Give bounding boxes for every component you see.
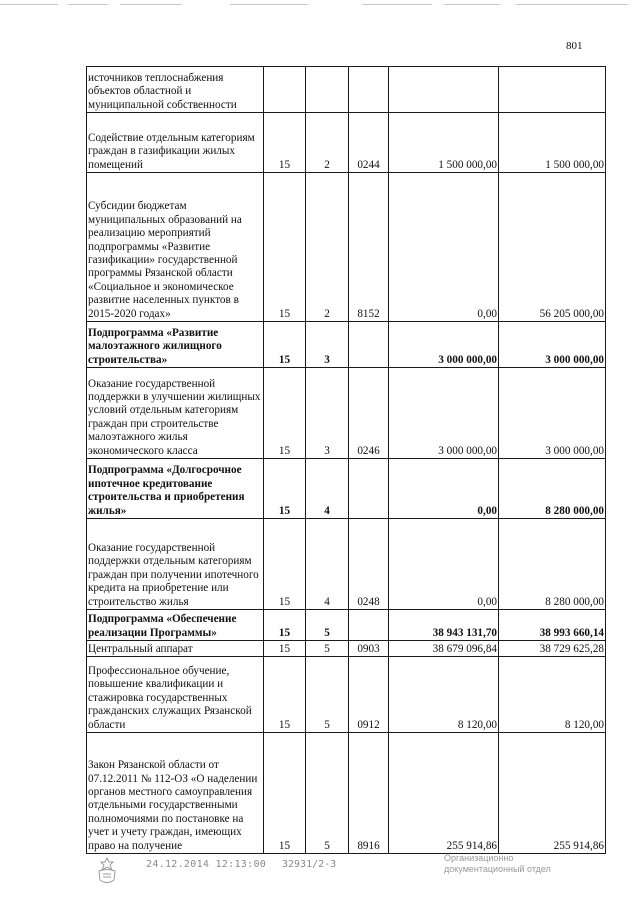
row-code-a: 15: [264, 519, 306, 610]
table-row: [87, 519, 606, 610]
row-value-2: 38 993 660,14: [499, 610, 606, 641]
row-code-a: 15: [264, 641, 306, 657]
row-code-c: [349, 610, 389, 641]
row-value-1: 1 500 000,00: [389, 113, 499, 173]
row-value-2: 1 500 000,00: [499, 113, 606, 173]
row-value-1: 0,00: [389, 519, 499, 610]
row-code-a: 15: [264, 733, 306, 854]
footer-org-line2: документационный отдел: [444, 864, 551, 874]
table-row-subprogram: [87, 459, 606, 519]
row-code-a: 15: [264, 657, 306, 733]
row-value-2: 8 280 000,00: [499, 519, 606, 610]
row-code-c: 8916: [349, 733, 389, 854]
footer-org-line1: Организационно: [444, 853, 514, 863]
row-code-c: 0246: [349, 368, 389, 459]
row-code-a: 15: [264, 368, 306, 459]
row-value-1: 0,00: [389, 173, 499, 322]
row-code-c: 0248: [349, 519, 389, 610]
top-scan-edge: [0, 4, 640, 8]
row-value-2: 255 914,86: [499, 733, 606, 854]
row-code-b: 5: [306, 610, 349, 641]
table-row: [87, 641, 606, 657]
row-code-b: 5: [306, 733, 349, 854]
row-value-1: 3 000 000,00: [389, 322, 499, 368]
row-value-1: [389, 67, 499, 113]
row-code-c: [349, 322, 389, 368]
row-code-b: 5: [306, 657, 349, 733]
row-name: Подпрограмма «Развитие малоэтажного жилищного строительства»: [87, 322, 264, 368]
table-row-subprogram: [87, 322, 606, 368]
footer-timestamp: 24.12.2014 12:13:00: [146, 859, 267, 870]
row-code-b: 4: [306, 519, 349, 610]
row-code-b: 4: [306, 459, 349, 519]
row-value-2: 3 000 000,00: [499, 368, 606, 459]
row-code-a: [264, 67, 306, 113]
row-value-2: [499, 67, 606, 113]
row-code-c: 0912: [349, 657, 389, 733]
row-value-2: 8 120,00: [499, 657, 606, 733]
row-code-b: 2: [306, 113, 349, 173]
row-name: Подпрограмма «Обеспечение реализации Программы»: [87, 610, 264, 641]
row-value-1: 255 914,86: [389, 733, 499, 854]
budget-table: [86, 66, 606, 854]
row-code-a: 15: [264, 610, 306, 641]
row-value-1: 8 120,00: [389, 657, 499, 733]
page-number: 801: [566, 40, 583, 52]
row-value-1: 38 679 096,84: [389, 641, 499, 657]
table-row-subprogram: [87, 610, 606, 641]
row-name: Центральный аппарат: [87, 641, 264, 657]
row-name: Содействие отдельным категориям граждан в газификации жилых помещений: [87, 113, 264, 173]
row-code-a: 15: [264, 459, 306, 519]
row-value-2: 3 000 000,00: [499, 322, 606, 368]
table-row: [87, 733, 606, 854]
row-name: Подпрограмма «Долгосрочное ипотечное кредитование строительства и приобретения жилья»: [87, 459, 264, 519]
table-row: [87, 368, 606, 459]
row-name: Оказание государственной поддержки в улучшении жилищных условий отдельным категориям граждан при строительстве малоэтажного жилья экономического класса: [87, 368, 264, 459]
row-code-c: 0903: [349, 641, 389, 657]
row-code-a: 15: [264, 113, 306, 173]
row-code-c: 8152: [349, 173, 389, 322]
row-code-a: 15: [264, 173, 306, 322]
row-code-c: [349, 67, 389, 113]
row-value-1: 0,00: [389, 459, 499, 519]
table-row: [87, 113, 606, 173]
row-value-2: 38 729 625,28: [499, 641, 606, 657]
row-name: Субсидии бюджетам муниципальных образований на реализацию мероприятий подпрограммы «Развитие газификации» государственной программы Рязанской области «Социальное и экономическое развитие населенных пунктов в 2015-2020 годах»: [87, 173, 264, 322]
row-value-2: 8 280 000,00: [499, 459, 606, 519]
table-row: [87, 657, 606, 733]
row-code-c: 0244: [349, 113, 389, 173]
row-name: источников теплоснабжения объектов областной и муниципальной собственности: [87, 67, 264, 113]
footer-document-id: 32931/2-3: [282, 859, 337, 870]
coat-of-arms-icon: [94, 856, 120, 886]
footer-organization: [444, 853, 551, 875]
row-code-b: 3: [306, 368, 349, 459]
table-row: [87, 173, 606, 322]
row-value-1: 38 943 131,70: [389, 610, 499, 641]
row-value-1: 3 000 000,00: [389, 368, 499, 459]
row-name: Закон Рязанской области от 07.12.2011 № 112-ОЗ «О наделении органов местного самоуправления отдельными государственными полномочиями по постановке на учет и учету граждан, имеющих право на получение: [87, 733, 264, 854]
row-name: Профессиональное обучение, повышение квалификации и стажировка государственных гражданских служащих Рязанской области: [87, 657, 264, 733]
row-code-b: 3: [306, 322, 349, 368]
row-code-b: [306, 67, 349, 113]
row-code-a: 15: [264, 322, 306, 368]
row-code-c: [349, 459, 389, 519]
table-row: [87, 67, 606, 113]
document-footer: [0, 848, 640, 898]
row-code-b: 2: [306, 173, 349, 322]
row-name: Оказание государственной поддержки отдельным категориям граждан при получении ипотечного кредита на приобретение или строительство жилья: [87, 519, 264, 610]
row-code-b: 5: [306, 641, 349, 657]
row-value-2: 56 205 000,00: [499, 173, 606, 322]
